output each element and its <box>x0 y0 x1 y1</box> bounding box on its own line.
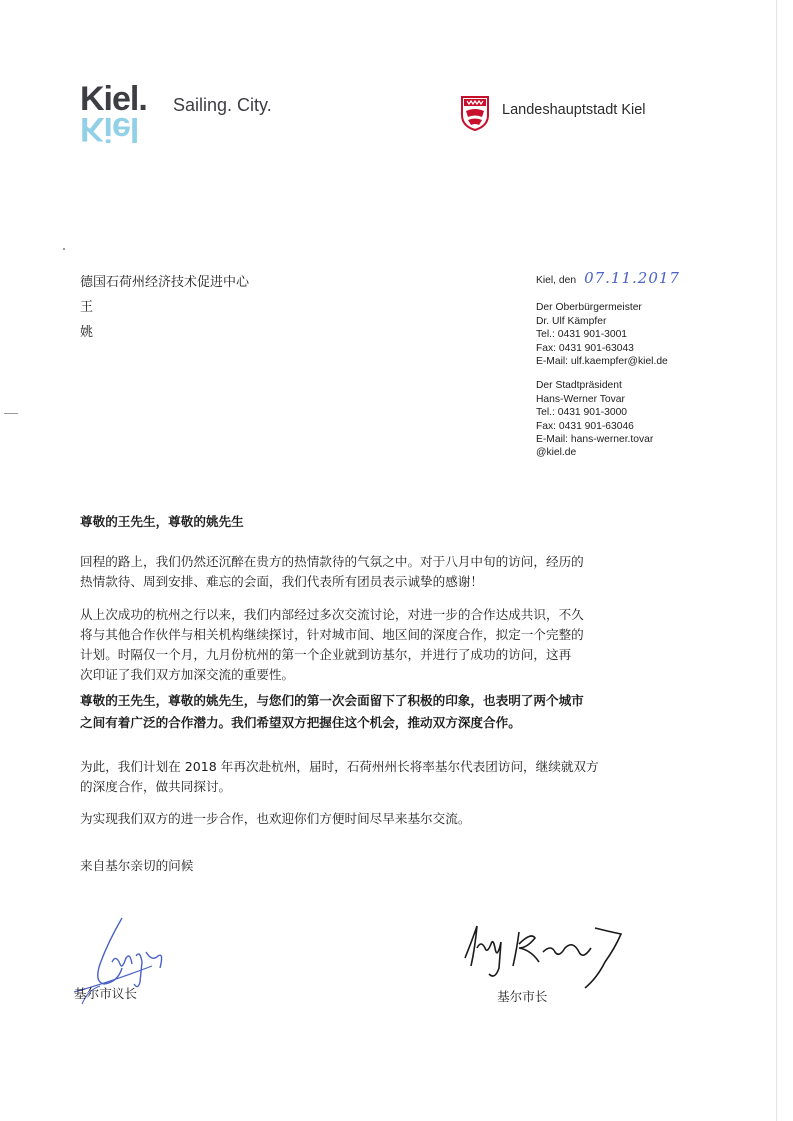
city-name: Landeshauptstadt Kiel <box>502 102 646 118</box>
recipient-name-1: 王 <box>80 300 94 315</box>
scan-edge-line <box>776 0 777 1121</box>
paragraph-5: 为实现我们双方的进一步合作，也欢迎你们方便时间尽早来基尔交流。 <box>80 811 471 826</box>
scan-dot <box>63 248 65 250</box>
mayor-tel: Tel.: 0431 901-3001 <box>536 329 628 341</box>
paragraph-3 <box>80 690 680 734</box>
recipient-name-2: 姚 <box>80 325 94 340</box>
kiel-coat-of-arms-icon <box>460 95 490 131</box>
mayor-email: E-Mail: ulf.kaempfer@kiel.de <box>536 356 668 368</box>
logo-tagline: Sailing. City. <box>173 95 272 115</box>
president-name: Hans-Werner Tovar <box>536 393 625 405</box>
logo-wordmark: Kiel. <box>80 80 147 118</box>
president-email-line-2: @kiel.de <box>536 447 577 459</box>
paragraph-2-line-1: 从上次成功的杭州之行以来，我们内部经过多次交流讨论，对进一步的合作达成共识，不久 <box>80 607 584 622</box>
paragraph-1 <box>80 552 680 592</box>
paragraph-4-line-2: 的深度合作，做共同探讨。 <box>80 779 232 794</box>
handwritten-date: 07.11.2017 <box>584 269 680 287</box>
recipient-block <box>80 270 249 345</box>
signature-right-label: 基尔市长 <box>497 989 548 1004</box>
date-prefix: Kiel, den <box>536 275 577 286</box>
president-email-line-1: E-Mail: hans-werner.tovar <box>536 434 654 446</box>
paragraph-2-line-2: 将与其他合作伙伴与相关机构继续探讨，针对城市间、地区间的深度合作，拟定一个完整的 <box>80 627 584 642</box>
president-tel: Tel.: 0431 901-3000 <box>536 407 628 419</box>
closing-regards: 来自基尔亲切的问候 <box>80 858 194 873</box>
president-fax: Fax: 0431 901-63046 <box>536 420 634 432</box>
paragraph-1-line-2: 热情款待、周到安排、难忘的会面，我们代表所有团员表示诚挚的感谢！ <box>80 574 483 589</box>
mayor-name: Dr. Ulf Kämpfer <box>536 315 607 327</box>
paragraph-4-line-1: 为此，我们计划在 2018 年再次赴杭州，届时，石荷州州长将率基尔代表团访问，继续就双方 <box>80 759 599 774</box>
signature-right-image <box>455 918 635 993</box>
signature-left-label: 基尔市议长 <box>74 986 137 1001</box>
salutation: 尊敬的王先生，尊敬的姚先生 <box>80 514 244 529</box>
paragraph-2-line-4: 次印证了我们双方加深交流的重要性。 <box>80 667 295 682</box>
paragraph-1-line-1: 回程的路上，我们仍然还沉醉在贵方的热情款待的气氛之中。对于八月中旬的访问，经历的 <box>80 554 584 569</box>
president-title: Der Stadtpräsident <box>536 380 622 392</box>
paragraph-3-line-2: 之间有着广泛的合作潜力。我们希望双方把握住这个机会，推动双方深度合作。 <box>80 715 521 730</box>
paragraph-4 <box>80 757 680 797</box>
logo-wordmark-reflection: Kiel <box>80 110 139 148</box>
fold-mark <box>4 413 18 414</box>
mayor-fax: Fax: 0431 901-63043 <box>536 342 634 354</box>
date-line <box>536 269 680 287</box>
recipient-organization: 德国石荷州经济技术促进中心 <box>80 275 250 290</box>
kiel-logo <box>80 82 280 150</box>
mayor-title: Der Oberbürgermeister <box>536 302 642 314</box>
paragraph-2 <box>80 605 680 685</box>
paragraph-3-line-1: 尊敬的王先生，尊敬的姚先生，与您们的第一次会面留下了积极的印象，也表明了两个城市 <box>80 693 584 708</box>
paragraph-2-line-3: 计划。时隔仅一个月，九月份杭州的第一个企业就到访基尔，并进行了成功的访问，这再 <box>80 647 572 662</box>
sender-block <box>536 269 680 460</box>
